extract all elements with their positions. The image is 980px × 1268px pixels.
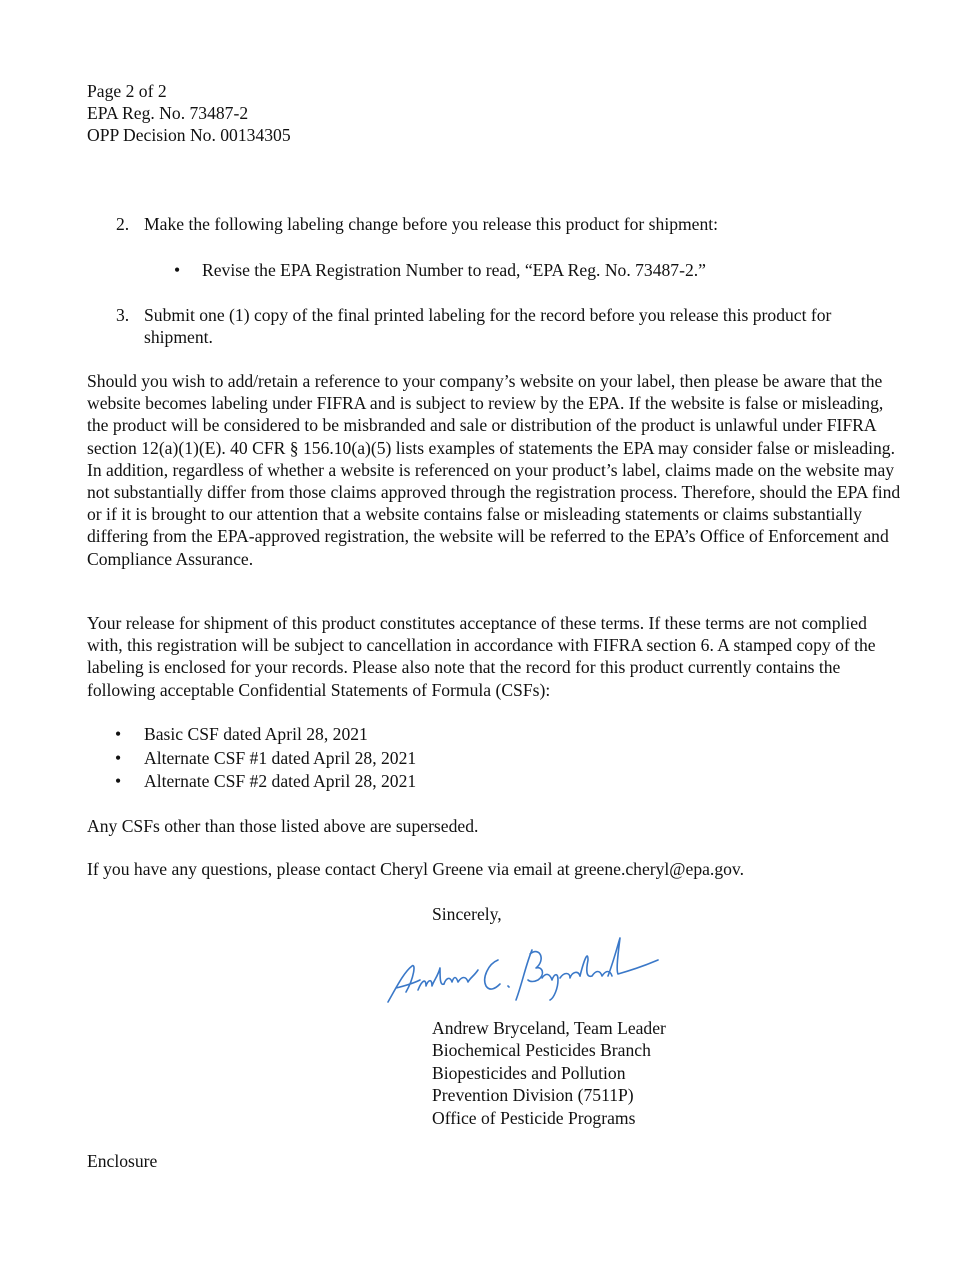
handwritten-signature	[382, 930, 662, 1008]
opp-decision-number: OPP Decision No. 00134305	[87, 125, 291, 146]
signer-division-line1: Biopesticides and Pollution	[432, 1062, 626, 1083]
item-text: Submit one (1) copy of the final printed labeling for the record before you release this product for shipment.	[144, 305, 832, 348]
salutation: Sincerely,	[432, 904, 502, 924]
superseded-statement: Any CSFs other than those listed above are superseded.	[87, 816, 479, 836]
signer-branch: Biochemical Pesticides Branch	[432, 1040, 651, 1061]
item-text: Make the following labeling change before you release this product for shipment:	[144, 214, 719, 234]
labeling-change-bullet	[174, 259, 874, 283]
csf-entry: Basic CSF dated April 28, 2021	[144, 724, 368, 744]
bullet-icon: •	[115, 724, 122, 744]
signer-office: Office of Pesticide Programs	[432, 1107, 636, 1128]
item-number: 2.	[116, 214, 130, 234]
enclosure-note: Enclosure	[87, 1151, 158, 1171]
website-paragraph-text: Should you wish to add/retain a reference to your company’s website on your label, then please be aware that the website becomes labeling under FIFRA and is subject to review by the EPA. If the website is false or misleading, the product will be considered to be misbranded and sale or distribution of the product is unlawful under FIFRA section 12(a)(1)(E). 40 CFR § 156.10(a)(5) lists examples of statements the EPA may consider false or misleading. In addition, regardless of whether a website is referenced on your product’s label, claims made on the website may not substantially differ from those claims approved through the registration process. Therefore, should the EPA find or if it is brought to our attention that a website contains false or misleading statements or claims substantially differing from the EPA-approved registration, the website will be referred to the EPA’s Office of Enforcement and Compliance Assurance.	[87, 371, 901, 569]
release-paragraph-text: Your release for shipment of this product constitutes acceptance of these terms. If these terms are not complied with, this registration will be subject to cancellation in accordance with FIFRA section 6. A stamped copy of the labeling is enclosed for your records. Please also note that the record for this product currently contains the following acceptable Confidential Statements of Formula (CSFs):	[87, 613, 876, 700]
numbered-item-3	[116, 304, 916, 350]
bullet-icon: •	[174, 260, 181, 280]
bullet-icon: •	[115, 747, 122, 768]
signer-block	[432, 1017, 666, 1129]
epa-reg-number: EPA Reg. No. 73487-2	[87, 103, 249, 124]
release-paragraph	[87, 612, 902, 701]
bullet-text: Revise the EPA Registration Number to read, “EPA Reg. No. 73487-2.”	[202, 260, 706, 280]
website-paragraph	[87, 370, 902, 570]
signer-division-line2: Prevention Division (7511P)	[432, 1085, 634, 1106]
item-number: 3.	[116, 305, 130, 325]
contact-statement: If you have any questions, please contact Cheryl Greene via email at greene.cheryl@epa.gov.	[87, 859, 744, 879]
csf-entry: Alternate CSF #2 dated April 28, 2021	[144, 771, 417, 791]
csf-entry: Alternate CSF #1 dated April 28, 2021	[144, 747, 417, 768]
letter-header	[87, 80, 291, 147]
signer-name-title: Andrew Bryceland, Team Leader	[432, 1018, 666, 1038]
bullet-icon: •	[115, 771, 122, 791]
numbered-item-2	[116, 213, 916, 237]
page-number: Page 2 of 2	[87, 81, 167, 101]
